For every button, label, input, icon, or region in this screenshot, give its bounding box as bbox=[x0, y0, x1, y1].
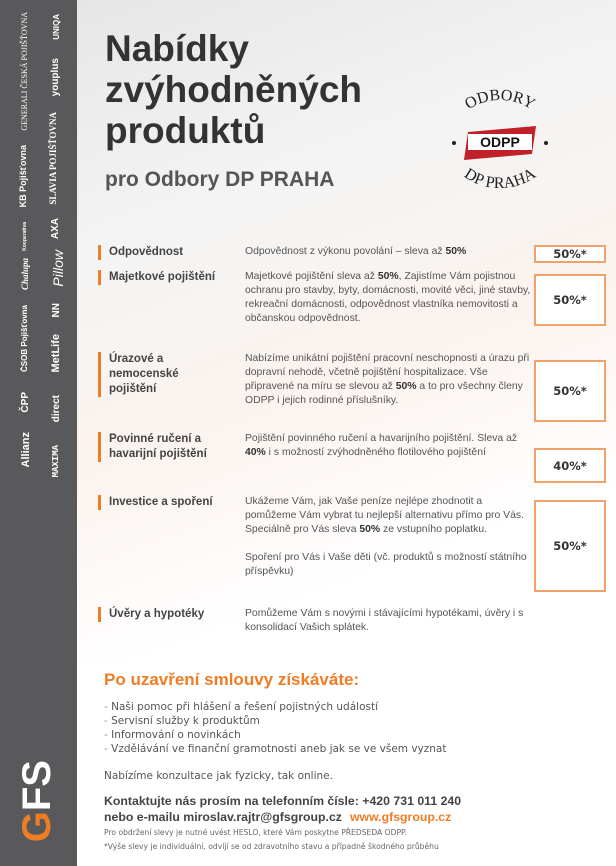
logo-cpp: ČPP bbox=[20, 392, 31, 413]
logo-axa: AXA bbox=[50, 218, 61, 240]
logo-direct: direct bbox=[51, 395, 62, 423]
gfs-logo: GFS bbox=[15, 760, 59, 843]
discount-badge: 50%* bbox=[534, 500, 606, 592]
product-description: Ukážeme Vám, jak Vaše peníze nejlépe zhodnotit a pomůžeme Vám vybrat tu nejlepší alternativu přímo pro Vás. Speciálně pro Vás sleva 50% ze vstupního poplatku. Spoření pro Vás i Vaše děti (vč. produktů s možností státního příspěvku) bbox=[245, 496, 527, 577]
benefit-item: - Naši pomoc při hlášení a řešení pojistných událostí bbox=[104, 700, 446, 714]
logo-kooperativa: Kooperativa bbox=[22, 222, 28, 251]
logo-pillow: Pillow bbox=[50, 250, 66, 287]
product-description: Pojištění povinného ručení a havarijního pojištění. Sleva až 40% i s možností zvýhodněného flotilového pojištění bbox=[245, 433, 518, 458]
product-description: Odpovědnost z výkonu povolání – sleva až 50% bbox=[245, 246, 467, 257]
product-description: Nabízíme unikátní pojištění pracovní neschopnosti a úrazu při dopravní nehodě, včetně pojištění hospitalizace. Vše připravené na míru se slevou až 50% a to pro všechny členy ODPP i jejich rodinné příslušníky. bbox=[245, 353, 530, 406]
website-link[interactable]: www.gfsgroup.cz bbox=[349, 810, 452, 824]
page-subtitle: pro Odbory DP PRAHA bbox=[105, 168, 335, 191]
logo-slavia: SLAVIA POJIŠŤOVNA bbox=[48, 112, 58, 205]
discount-badge: 50%* bbox=[534, 274, 606, 326]
product-description: Pomůžeme Vám s novými i stávajícími hypotékami, úvěry i s konsolidací Vašich splátek. bbox=[245, 608, 524, 633]
benefits-heading: Po uzavření smlouvy získáváte: bbox=[104, 670, 360, 689]
logo-uniqa: UNIQA bbox=[52, 14, 61, 40]
logo-generali: GENERALI ČESKÁ POJIŠŤOVNA bbox=[20, 12, 29, 131]
svg-text:ODPP: ODPP bbox=[480, 134, 520, 150]
benefit-item: - Vzdělávání ve finanční gramotnosti aneb jak se ve všem vyznat bbox=[104, 742, 446, 756]
note-password: Pro obdržení slevy je nutné uvést HESLO, které Vám poskytne PŘEDSEDA ODPP. bbox=[104, 828, 407, 837]
odpp-seal-logo bbox=[440, 88, 560, 193]
logo-nn: NN bbox=[51, 303, 62, 318]
benefit-item: - Informování o novinkách bbox=[104, 728, 446, 742]
product-label: Majetkové pojištění bbox=[98, 270, 223, 285]
contact-phone: Kontaktujte nás prosím na telefonním čísle: +420 731 011 240 bbox=[104, 794, 462, 808]
logo-csob: ČSOB Pojišťovna bbox=[20, 305, 29, 372]
logo-chalupa: Chalupa bbox=[20, 258, 30, 291]
product-label: Odpovědnost bbox=[98, 245, 238, 260]
note-discount: *Výše slevy je individuální, odvíjí se od zdravotního stavu a případně škodného průběhu bbox=[104, 842, 439, 851]
contact-block bbox=[104, 793, 461, 825]
discount-badge: 40%* bbox=[534, 448, 606, 483]
logo-allianz: Allianz bbox=[20, 432, 32, 468]
logo-metlife: MetLife bbox=[50, 334, 62, 373]
consult-text: Nabízíme konzultace jak fyzicky, tak online. bbox=[104, 770, 333, 782]
product-label: Úrazové a nemocenské pojištění bbox=[98, 352, 223, 397]
product-label: Investice a spoření bbox=[98, 495, 223, 510]
product-label: Povinné ručení a havarijní pojištění bbox=[98, 432, 238, 462]
discount-badge: 50%* bbox=[534, 245, 606, 263]
product-label: Úvěry a hypotéky bbox=[98, 607, 238, 622]
logo-youplus: youplus bbox=[50, 58, 61, 97]
logo-kb: KB Pojišťovna bbox=[18, 145, 28, 208]
svg-text:ODBORY: ODBORY bbox=[462, 88, 538, 113]
benefits-list bbox=[104, 700, 446, 756]
page-title: Nabídky zvýhodněných produktů bbox=[105, 28, 362, 151]
svg-text:DP PRAHA: DP PRAHA bbox=[461, 165, 539, 193]
contact-email[interactable]: nebo e-mailu miroslav.rajtr@gfsgroup.cz bbox=[104, 810, 342, 824]
logo-maxima: MAXIMA bbox=[51, 445, 61, 478]
product-description: Majetkové pojištění sleva až 50%, Zajistíme Vám pojistnou ochranu pro stavby, byty, domácnosti, movité věci, jiné stavby, rekreační domácnosti, odpovědnost vlastníka nemovitosti a občanskou odpovědnost. bbox=[245, 271, 531, 324]
partner-sidebar bbox=[0, 0, 77, 866]
benefit-item: - Servisní služby k produktům bbox=[104, 714, 446, 728]
discount-badge: 50%* bbox=[534, 360, 606, 422]
